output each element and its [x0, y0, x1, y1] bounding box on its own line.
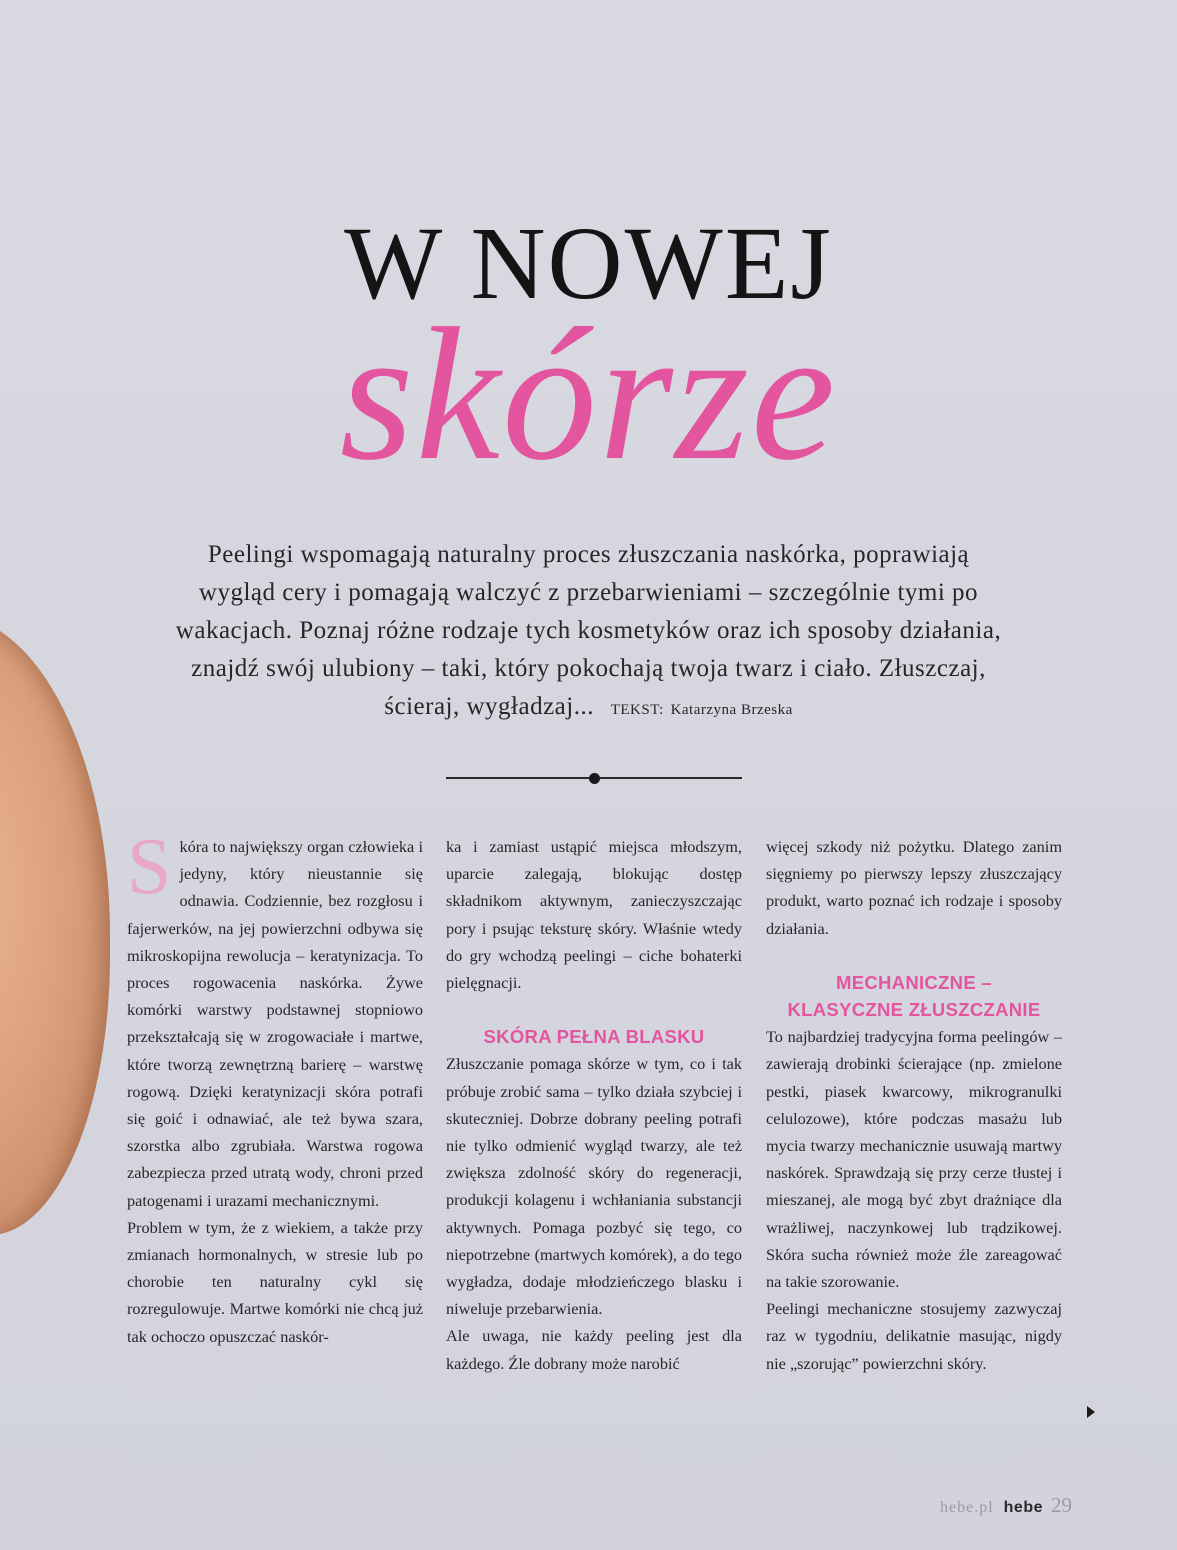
article-column-3 [766, 833, 1062, 1377]
paragraph: Złuszczanie pomaga skórze w tym, co i tak próbuje zrobić sama – tylko działa szybciej i skuteczniej. Dobrze dobrany peeling potrafi nie tylko odmienić wygląd twarzy, ale też zwiększa zdolność skóry do regeneracji, produkcji kolagenu i wchłaniania substancji aktywnych. Pomaga pozbyć się tego, co niepotrzebne (martwych komórek), a do tego wygładza, dodaje młodzieńczego blasku i niweluje przebarwienia. [446, 1054, 742, 1319]
page-number: 29 [1051, 1493, 1072, 1517]
section-heading-line-1: MECHANICZNE – [835, 971, 993, 993]
article-column-2 [446, 833, 742, 1377]
continue-arrow-icon [1087, 1406, 1095, 1418]
intro-lead [170, 536, 1007, 729]
credit-label: TEKST: [610, 702, 664, 718]
article-column-1 [127, 823, 423, 1350]
page-footer [940, 1493, 1072, 1518]
paragraph-text: kóra to największy organ człowieka i jedyny, który nieustannie się odnawia. Codziennie, bez rozgłosu i fajerwerków, na jej powierzchni odbywa się mikroskopijna rewolucja – keratynizacja. To proces rogowacenia naskórka. Żywe komórki warstwy podstawnej stopniowo przekształcają się w zrogowaciałe i martwe, które tworzą zewnętrzną barierę – warstwę rogową. Dzięki keratynizacji skóra potrafi się goić i odnawiać, ale też bywa szara, szorstka albo zgrubiała. Warstwa rogowa zabezpiecza przed utratą wody, chroni przed patogenami i urazami mechanicznymi. [127, 837, 423, 1210]
section-heading [766, 969, 1062, 1023]
paragraph: To najbardziej tradycyjna forma peelingów – zawierają drobinki ścierające (np. zmielone pestki, piasek kwarcowy, mikrogranulki celulozowe), które podczas masażu lub mycia twarzy mechanicznie usuwają martwy naskórek. Sprawdzają się przy cerze tłustej i mieszanej, ale mogą być zbyt drażniące dla wrażliwej, naczynkowej lub trądzikowej. Skóra sucha również może źle zareagować na takie szorowanie. [766, 1027, 1062, 1292]
paragraph: ka i zamiast ustąpić miejsca młodszym, uparcie zalegają, blokując dostęp składnikom aktywnym, zanieczyszczając pory i psując teksturę skóry. Właśnie wtedy do gry wchodzą peelingi – ciche bohaterki pielęgnacji. [446, 837, 742, 993]
paragraph: Problem w tym, że z wiekiem, a także przy zmianach hormonalnych, w stresie lub po chorobie ten naturalny cykl się rozregulowuje. Martwe komórki nie chcą już tak ochoczo opuszczać naskór- [127, 1217, 423, 1346]
paragraph: więcej szkody niż pożytku. Dlatego zanim sięgniemy po pierwszy lepszy złuszczający produkt, warto poznać ich rodzaje i sposoby działania. [766, 837, 1062, 938]
title-line-2: skórze [339, 290, 838, 500]
intro-text: Peelingi wspomagają naturalny proces złuszczania naskórka, poprawiają wygląd cery i pomagają walczyć z przebarwieniami – szczególnie tymi po wakacjach. Poznaj różne rodzaje tych kosmetyków oraz ich sposoby działania, znajdź swój ulubiony – taki, który pokochają twoja twarz i ciało. Złuszczaj, ścieraj, wygładzaj... [175, 541, 1002, 720]
footer-brand-logo: hebe [1003, 1499, 1043, 1516]
paragraph: Ale uwaga, nie każdy peeling jest dla każdego. Źle dobrany może narobić [446, 1326, 742, 1373]
title-line-1: W NOWEJ [344, 206, 833, 321]
hand-photo [0, 615, 110, 1235]
credit-author: Katarzyna Brzeska [670, 702, 793, 718]
divider-dot [589, 773, 600, 784]
footer-site: hebe.pl [940, 1499, 994, 1516]
paragraph [127, 823, 423, 1214]
section-heading-line-2: KLASYCZNE ZŁUSZCZANIE [787, 999, 1041, 1021]
section-heading: SKÓRA PEŁNA BLASKU [483, 1026, 705, 1048]
drop-cap: S [127, 823, 172, 911]
paragraph: Peelingi mechaniczne stosujemy zazwyczaj raz w tygodniu, delikatnie masując, nigdy nie „szorując” powierzchni skóry. [766, 1299, 1062, 1373]
